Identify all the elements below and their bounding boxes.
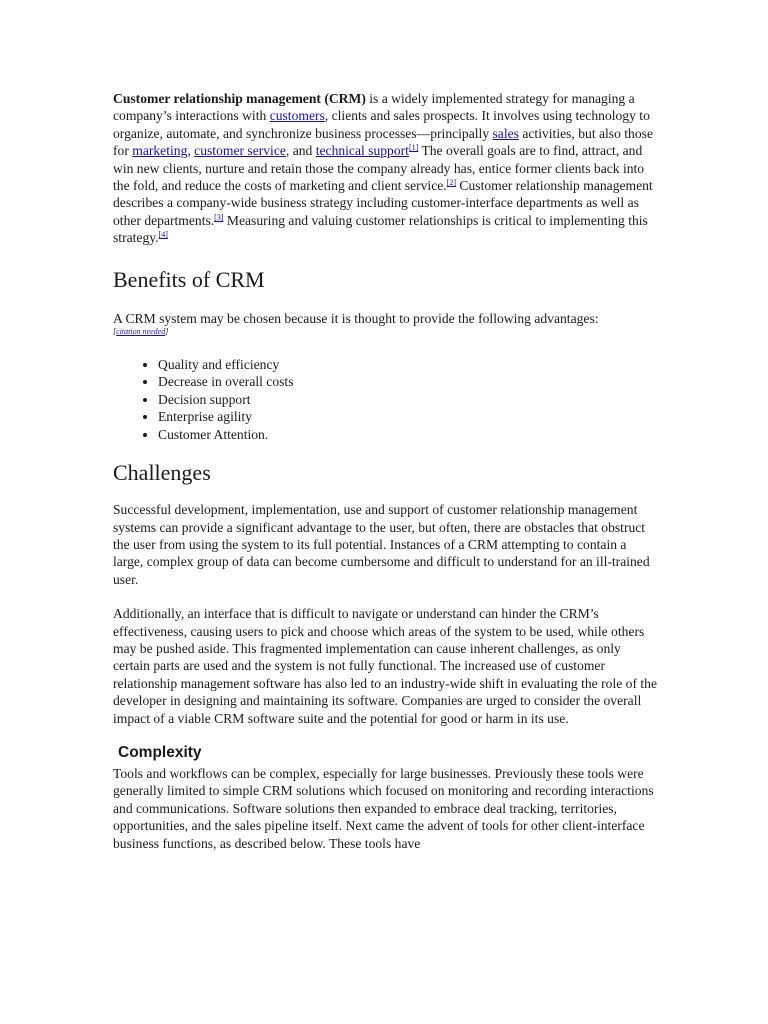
benefits-list: [113, 356, 658, 443]
reference-4[interactable]: [4]: [158, 230, 168, 240]
link-marketing[interactable]: marketing: [132, 143, 188, 159]
list-item: • Enterprise agility: [158, 408, 658, 425]
intro-text: Measuring and valuing customer relationships is critical to implementing this strategy.: [113, 212, 648, 246]
intro-text: , clients and sales prospects. It involves using technology to organize, automate, and synchronize business processes—principally: [113, 108, 650, 141]
intro-text: Customer relationship management describes a company-wide business strategy including customer-interface departments as well as other departments.: [113, 178, 653, 228]
challenges-heading: Challenges: [113, 460, 211, 486]
link-customers[interactable]: customers: [269, 108, 325, 124]
benefits-text: A CRM system may be chosen because it is thought to provide the following advantages:: [113, 310, 599, 326]
intro-text: , and: [285, 143, 316, 159]
citation-needed-note: [113, 327, 658, 337]
benefits-heading: Benefits of CRM: [113, 266, 265, 292]
list-item: • Decision support: [158, 391, 658, 408]
reference-3[interactable]: [3]: [214, 212, 224, 222]
link-sales[interactable]: sales: [492, 125, 519, 141]
intro-text: ,: [187, 143, 195, 159]
crm-term: Customer relationship management (CRM): [113, 91, 366, 106]
cite-bracket: ]: [165, 327, 169, 337]
citation-needed-link[interactable]: citation needed: [116, 327, 166, 337]
challenges-paragraph-1: Successful development, implementation, use and support of customer relationship management systems can provide a significant advantage to the user, but often, there are obstacles that obstruct the user from using the system to its full potential. Instances of a CRM attempting to contain a large, complex group of data can become cumbersome and difficult to understand for an ill-trained user.: [113, 502, 650, 587]
link-customer-service[interactable]: customer service: [194, 143, 286, 159]
intro-text: is a widely implemented strategy for managing a company’s interactions with: [113, 91, 635, 124]
link-technical-support[interactable]: technical support: [315, 143, 409, 159]
reference-1[interactable]: [1]: [408, 143, 419, 153]
list-item: • Customer Attention.: [158, 426, 658, 443]
reference-2[interactable]: [2]: [446, 178, 457, 188]
complexity-heading: Complexity: [118, 743, 202, 761]
cite-bracket: [: [113, 327, 117, 337]
intro-text: activities, but also those for: [113, 125, 653, 159]
intro-text: The overall goals are to find, attract, and win new clients, nurture and retain those the company already has, entice former clients back into the fold, and reduce the costs of marketing and client service.: [113, 143, 645, 194]
article-body: [113, 90, 658, 852]
list-item: • Quality and efficiency: [158, 356, 658, 373]
intro-paragraph: [113, 90, 658, 247]
complexity-paragraph-1: Tools and workflows can be complex, especially for large businesses. Previously these tools were generally limited to simple CRM solutions which focused on monitoring and recording interactions and communications. Software solutions then expanded to embrace deal tracking, territories, opportunities, and the sales pipeline itself. Next came the advent of tools for other client-interface business functions, as described below. These tools have: [113, 765, 654, 851]
challenges-paragraph-2: Additionally, an interface that is difficult to navigate or understand can hinder the CRM’s effectiveness, causing users to pick and choose which areas of the system to be used, while others may be pushed aside. This fragmented implementation can cause inherent challenges, as only certain parts are used and the system is not fully functional. The increased use of customer relationship management software has also led to an industry-wide shift in evaluating the role of the developer in designing and maintaining its software. Companies are urged to consider the overall impact of a viable CRM software suite and the potential for good or harm in its use.: [113, 606, 657, 726]
benefits-intro: [113, 310, 658, 337]
list-item: • Decrease in overall costs: [158, 373, 658, 390]
